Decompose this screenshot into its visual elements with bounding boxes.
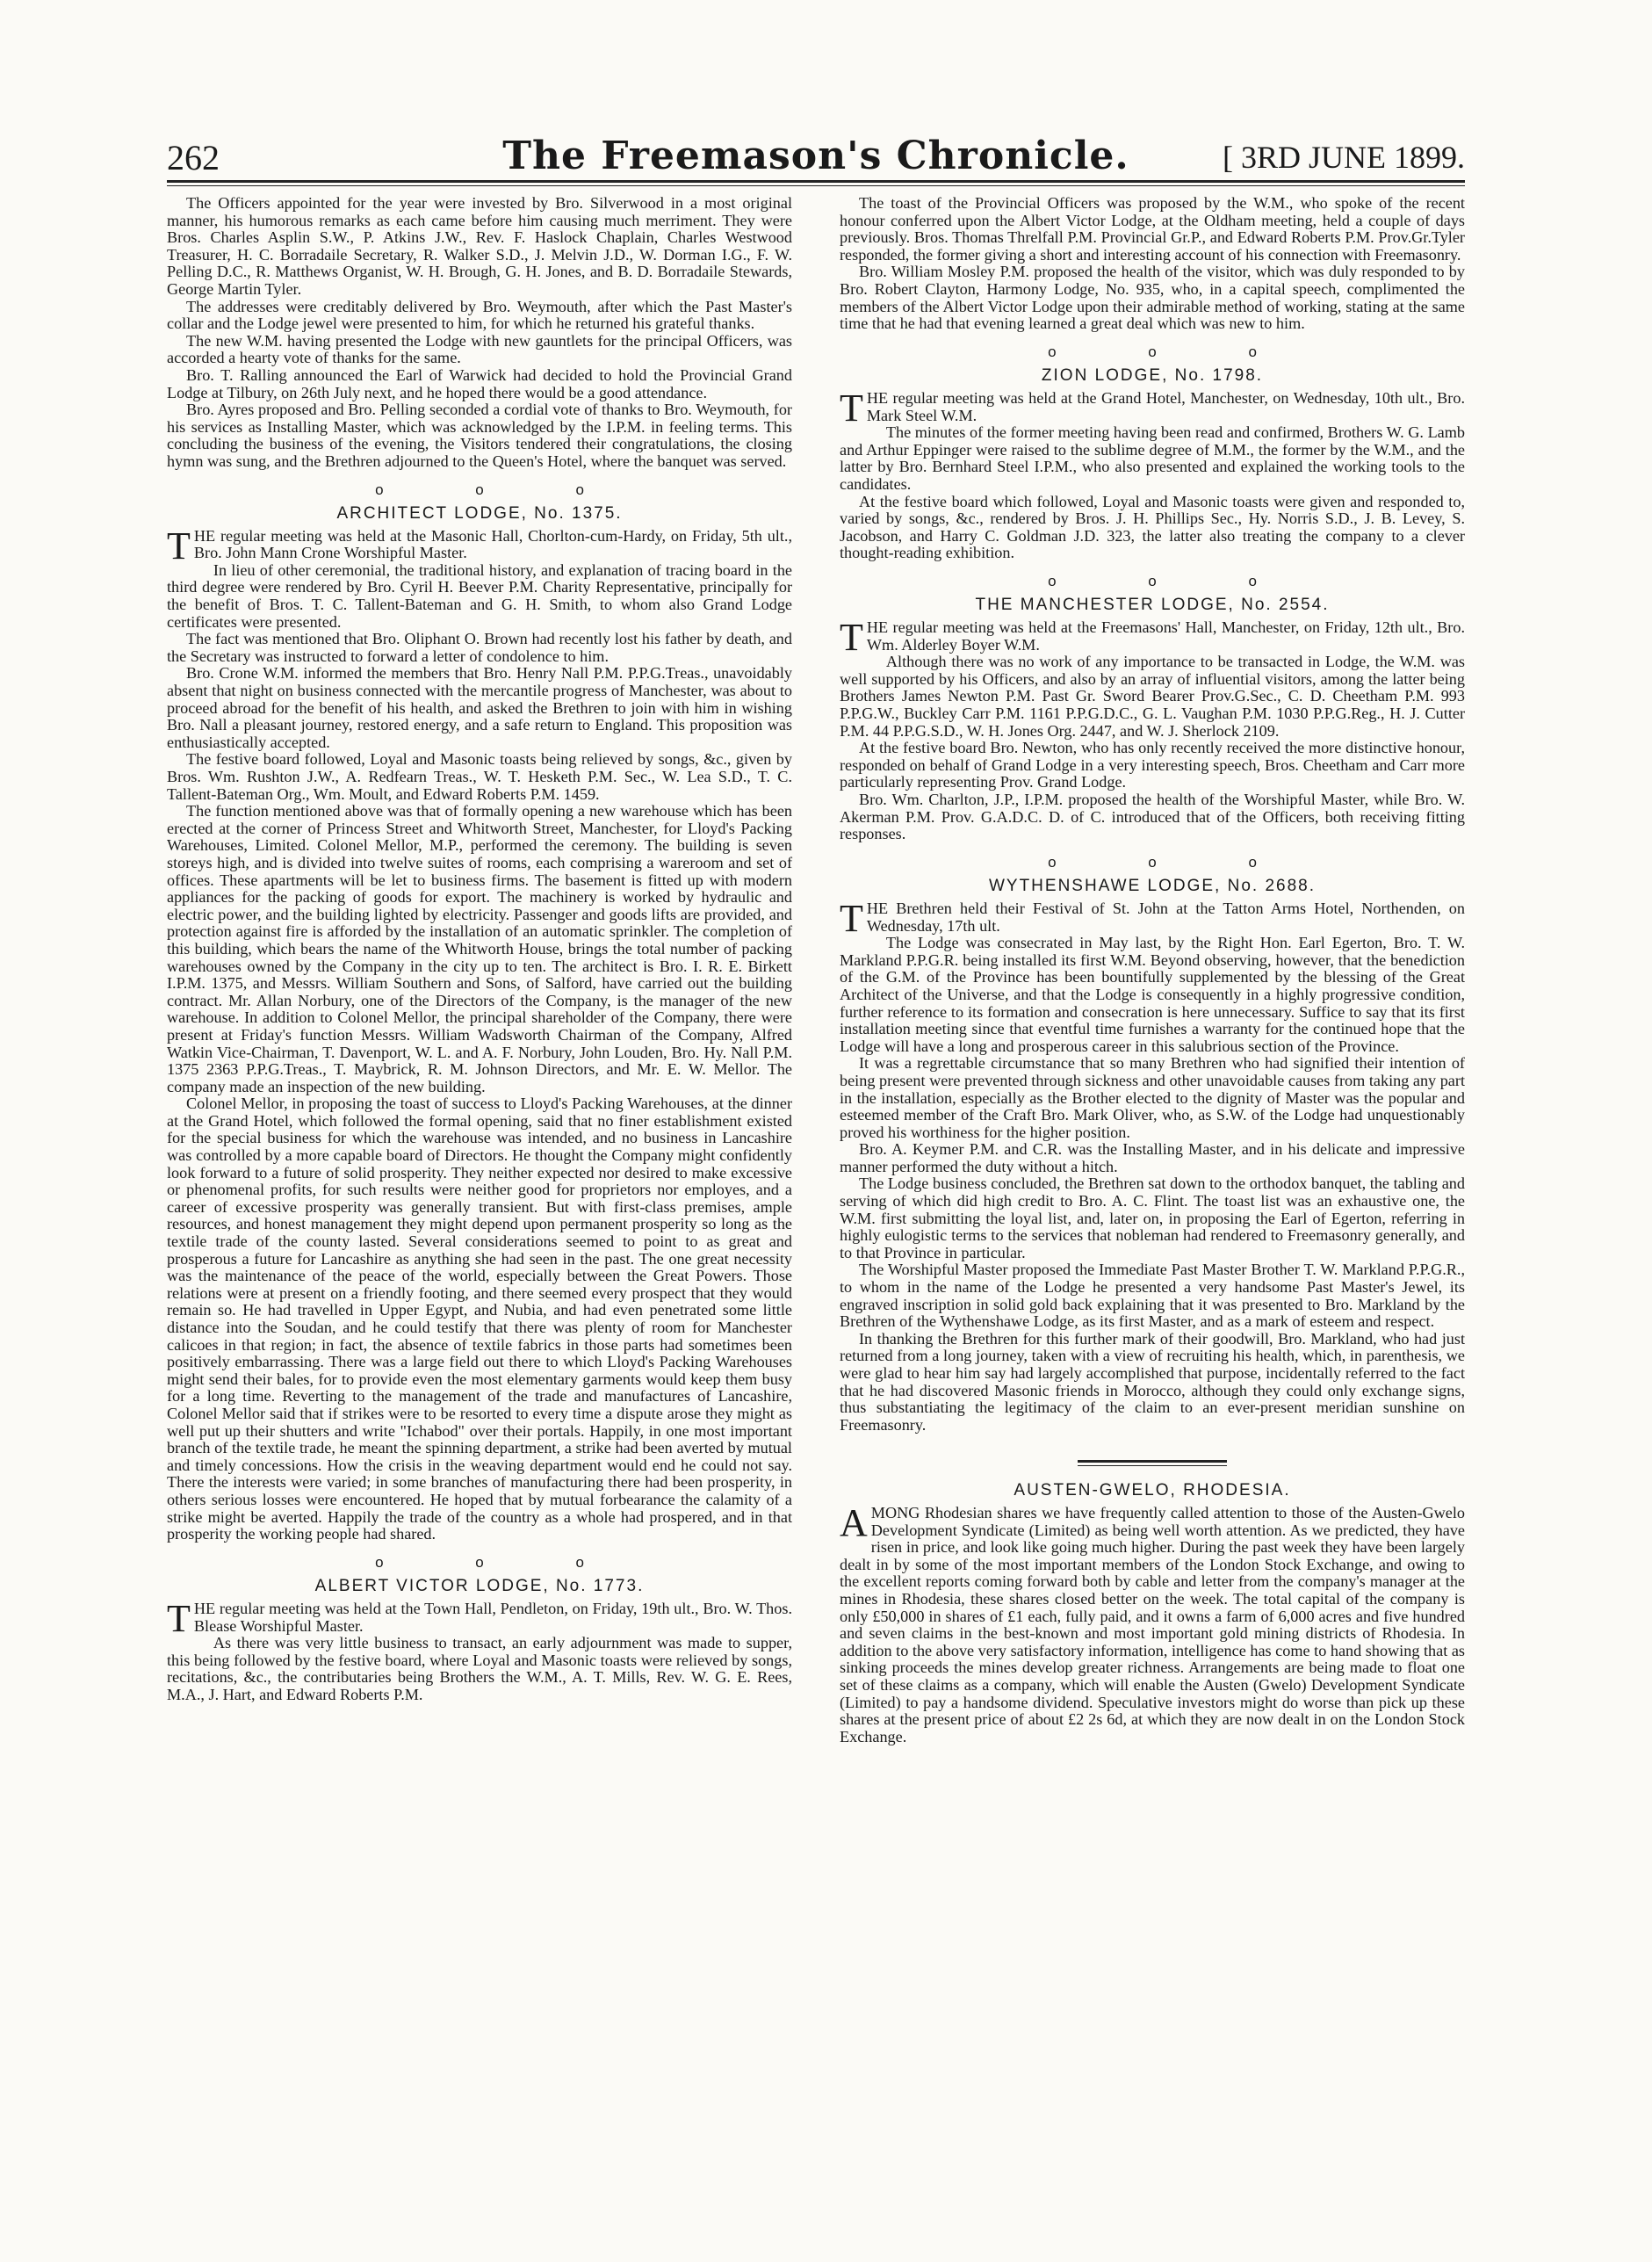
paragraph: The Worshipful Master proposed the Immediate Past Master Brother T. W. Markland P.P.G.R., to whom in the name of the Lodge he presented a very handsome Past Master's Jewel, its engraved inscription in solid gold back explaining that it was presented to Bro. Markland by the Brethren of the Wythenshawe Lodge, as its first Master, and as a mark of esteem and respect. — [840, 1261, 1465, 1331]
paragraph: The Officers appointed for the year were invested by Bro. Silverwood in a most original manner, his humorous remarks as each came before him causing much merriment. They were Bros. Charles Asplin S.W., P. Atkins J.W., Rev. F. Haslock Chaplain, Charles Westwood Treasurer, H. C. Borradaile Secretary, R. Walker S.D., J. Melvin J.D., W. Dorman I.G., F. W. Pelling D.C., R. Matthews Organist, W. H. Brough, G. H. Jones, and B. D. Borradaile Stewards, George Martin Tyler. — [167, 194, 792, 298]
paragraph: Bro. Ayres proposed and Bro. Pelling seconded a cordial vote of thanks to Bro. Weymouth, for his services as Installing Master, which was acknowledged by the I.P.M. in feeling terms. This concluding the business of the evening, the Visitors tendered their congratulations, the closing hymn was sung, and the Brethren adjourned to the Queen's Hotel, where the banquet was served. — [167, 401, 792, 470]
paragraph: The new W.M. having presented the Lodge with new gauntlets for the principal Officers, was accorded a hearty vote of thanks for the same. — [167, 331, 792, 367]
lead-paragraph: AMONG Rhodesian shares we have frequently called attention to those of the Austen-Gwelo Development Syndicate (Limited) as being well worth attention. As we predicted, they have risen in price, and look like going much higher. During the past week they have been largely dealt in by some of the most important members of the London Stock Exchange, and owing to the excellent reports coming forward both by cable and letter from the company's manager at the mines in Rhodesia, these shares closed better on the week. The total capital of the company is only £50,000 in shares of £1 each, fully paid, and it owns a farm of 6,000 acres and five hundred and seven claims in the best-known and most important gold mining districts of Rhodesia. In addition to the above very satisfactory information, intelligence has come to hand showing that as sinking proceeds the mines develop greater richness. Arrangements are being made to float one set of these claims as a company, which will enable the Austen (Gwelo) Development Syndicate (Limited) to pay a handsome dividend. Speculative investors might do worse than pick up these shares at the present price of about £2 2s 6d, at which they are now dealt in on the London Stock Exchange. — [840, 1500, 1465, 1745]
paragraph: At the festive board Bro. Newton, who has only recently received the more distinctive honour, responded on behalf of Grand Lodge in a very interesting speech, Bros. Cheetham and Carr more particularly representing Prov. Grand Lodge. — [840, 739, 1465, 791]
header-rule-thin — [167, 185, 1465, 186]
drop-cap: T — [840, 386, 863, 430]
paragraph: Bro. Wm. Charlton, J.P., I.P.M. proposed the health of the Worshipful Master, while Bro. W. Akerman P.M. Prov. G.A.D.C. D. of C. introduced that of the Officers, both receiving fitting responses. — [840, 791, 1465, 843]
lead-paragraph: THE regular meeting was held at the Town Hall, Pendleton, on Friday, 19th ult., Bro. W. Thos. Blease Worshipful Master. — [167, 1596, 792, 1640]
lead-paragraph: THE regular meeting was held at the Grand Hotel, Manchester, on Wednesday, 10th ult., Bro. Mark Steel W.M. — [840, 386, 1465, 430]
drop-cap: T — [840, 616, 863, 660]
paragraph: The function mentioned above was that of formally opening a new warehouse which has been erected at the corner of Princess Street and Whitworth Street, Manchester, for Lloyd's Packing Warehouses, Limited. Colonel Mellor, M.P., performed the ceremony. The building is seven storeys high, and is divided into twelve suites of rooms, each comprising a wareroom and set of offices. These apartments will be let to business firms. The basement is fitted up with modern appliances for the packing of goods for export. The machinery is worked by hydraulic and electric power, and the building lighted by electricity. Passenger and goods lifts are provided, and protection against fire is afforded by the installation of an automatic sprinkler. The completion of this building, which bears the name of the Whitworth House, brings the total number of packing warehouses owned by the Company in the city up to ten. The architect is Bro. I. R. E. Birkett I.P.M. 1375, and Messrs. William Southern and Sons, of Salford, have carried out the building contract. Mr. Allan Norbury, one of the Directors of the Company, is the manager of the new warehouse. In addition to Colonel Mellor, the principal shareholder of the Company, there were present at Friday's function Messrs. William Wadsworth Chairman of the Company, Alfred Watkin Vice-Chairman, T. Davenport, W. L. and A. F. Norbury, John Louden, Bro. Hy. Nall P.M. 1375 2363 P.P.G.Treas., T. Maybrick, R. M. Johnson Directors, and Mr. E. W. Mellor. The company made an inspection of the new building. — [167, 802, 792, 1095]
page-header — [167, 132, 1465, 180]
paragraph: The minutes of the former meeting having been read and confirmed, Brothers W. G. Lamb and Arthur Eppinger were raised to the sublime degree of M.M., the former by the W.M., and the latter by Bro. Bernhard Steel I.P.M., who also presented and explained the working tools to the candidates. — [840, 423, 1465, 493]
section-separator: o o o — [1048, 853, 1301, 871]
header-rule — [167, 180, 1465, 183]
paragraph: The toast of the Provincial Officers was proposed by the W.M., who spoke of the recent honour conferred upon the Albert Victor Lodge, at the Oldham meeting, held a couple of days previously. Bros. Thomas Threlfall P.M. Provincial Gr.P., and Edward Roberts P.M. Prov.Gr.Tyler responded, the former giving a short and interesting account of his connection with Freemasonry. — [840, 194, 1465, 264]
paragraph: The festive board followed, Loyal and Masonic toasts being relieved by songs, &c., given by Bros. Wm. Rushton J.W., A. Redfearn Treas., W. T. Hesketh P.M. Sec., W. Lea S.D., T. C. Tallent-Bateman Org., Wm. Moult, and Edward Roberts P.M. 1459. — [167, 750, 792, 803]
paragraph: The addresses were creditably delivered by Bro. Weymouth, after which the Past Master's collar and the Lodge jewel were presented to him, for which he returned his grateful thanks. — [167, 297, 792, 333]
publication-title: The Freemason's Chronicle. — [502, 134, 1129, 178]
left-column — [167, 195, 792, 1703]
heading-manchester-lodge: THE MANCHESTER LODGE, No. 2554. — [975, 596, 1330, 615]
paragraph: Bro. Crone W.M. informed the members that Bro. Henry Nall P.M. P.P.G.Treas., unavoidably absent that night on business connected with the mercantile progress of Manchester, was about to proceed abroad for the benefit of his health, and asked the Brethren to join with him in wishing Bro. Nall a pleasant journey, restored energy, and a safe return to England. This proposition was enthusiastically accepted. — [167, 664, 792, 751]
page-number: 262 — [167, 138, 220, 177]
section-separator: o o o — [375, 481, 628, 498]
paragraph: In thanking the Brethren for this further mark of their goodwill, Bro. Markland, who had just returned from a long journey, taken with a view of recruiting his health, which, in parenthesis, we were glad to hear him say had largely accomplished that purpose, incidentally referred to the fact that he had discovered Masonic friends in Morocco, although they could only exchange signs, thus substantiating the legitimacy of the claim to an ever-present meridian sunshine on Freemasonry. — [840, 1329, 1465, 1434]
heading-architect-lodge: ARCHITECT LODGE, No. 1375. — [336, 504, 623, 524]
paragraph: As there was very little business to transact, an early adjournment was made to supper, this being followed by the festive board, where Loyal and Masonic toasts were relieved by songs, recitations, &c., the contributaries being Brothers the W.M., A. T. Mills, Rev. W. G. E. Rees, M.A., J. Hart, and Edward Roberts P.M. — [167, 1634, 792, 1703]
section-separator: o o o — [375, 1553, 628, 1571]
paragraph: Bro. T. Ralling announced the Earl of Warwick had decided to hold the Provincial Grand Lodge at Tilbury, on 26th July next, and he hoped there would be a good attendance. — [167, 365, 792, 401]
lead-paragraph: THE regular meeting was held at the Masonic Hall, Chorlton-cum-Hardy, on Friday, 5th ult., Bro. John Mann Crone Worshipful Master. — [167, 524, 792, 567]
heading-austen-gwelo: AUSTEN-GWELO, RHODESIA. — [1014, 1481, 1291, 1500]
paragraph: Colonel Mellor, in proposing the toast of success to Lloyd's Packing Warehouses, at the dinner at the Grand Hotel, which followed the formal opening, said that no finer establishment existed for the special business for which the warehouse was intended, and no business in Lancashire was controlled by a more capable board of Directors. He thought the Company might confidently look forward to a future of solid prosperity. They neither expected nor desired to make excessive or phenomenal profits, for such results were neither good for proprietors nor employes, and a career of excessive prosperity was generally transient. But with first-class premises, ample resources, and honest management they might depend upon permanent prosperity so long as the textile trade of the county lasted. Several considerations seemed to point to as great and prosperous a future for Lancashire as anything she had seen in the past. The one great necessity was the maintenance of the peace of the world, especially between the Great Powers. Those relations were at present on a friendly footing, and there seemed every prospect that they would remain so. He had travelled in Upper Egypt, and Nubia, and had even penetrated some little distance into the Soudan, and he could testify that there was plenty of room for Manchester calicoes in that region; in fact, the absence of textile fabrics in those parts had sometimes been positively embarrassing. There was a large field out there to which Lloyd's Packing Warehouses might send their bales, for to provide even the most elementary garments would keep them busy for a long time. Reverting to the management of the trade and manufactures of Lancashire, Colonel Mellor said that if strikes were to be resorted to every time a dispute arose they might as well put up their shutters and write "Ichabod" over their portals. Happily, in one most important branch of the textile trade, he meant the spinning department, a strike had been averted by mutual and timely concessions. How the crisis in the weaving department would end he could not say. There the interests were varied; in some branches of manufacturing there had been prosperity, in others serious losses were encountered. He hoped that by mutual forbearance the calamity of a strike might be averted. Happily the trade of the country as a whole had prospered, and in that prosperity the working people had shared. — [167, 1095, 792, 1543]
issue-date: [ 3RD JUNE 1899. — [1223, 140, 1465, 175]
heading-zion-lodge: ZION LODGE, No. 1798. — [1041, 366, 1264, 386]
drop-cap: A — [840, 1500, 868, 1544]
paragraph: The fact was mentioned that Bro. Oliphant O. Brown had recently lost his father by death, and the Secretary was instructed to forward a letter of condolence to him. — [167, 630, 792, 665]
article-divider — [1078, 1460, 1227, 1466]
lead-paragraph: THE regular meeting was held at the Freemasons' Hall, Manchester, on Friday, 12th ult., Bro. Wm. Alderley Boyer W.M. — [840, 616, 1465, 660]
paragraph: Bro. William Mosley P.M. proposed the health of the visitor, which was duly responded to by Bro. Robert Clayton, Harmony Lodge, No. 935, who, in a capital speech, complimented the members of the Albert Victor Lodge upon their admirable method of working, stating at the same time that he had that evening learned a great deal which was new to him. — [840, 263, 1465, 333]
heading-wythenshawe-lodge: WYTHENSHAWE LODGE, No. 2688. — [988, 877, 1317, 896]
drop-cap: T — [167, 1596, 191, 1640]
paragraph: Bro. A. Keymer P.M. and C.R. was the Installing Master, and in his delicate and impressive manner performed the duty without a hitch. — [840, 1140, 1465, 1175]
lead-paragraph: THE Brethren held their Festival of St. John at the Tatton Arms Hotel, Northenden, on Wednesday, 17th ult. — [840, 896, 1465, 940]
paragraph: At the festive board which followed, Loyal and Masonic toasts were given and responded to, varied by songs, &c., rendered by Bros. J. H. Phillips Sec., Hy. Norris S.D., J. B. Levey, S. Jacobson, and Harry C. Goldman J.D. 323, the latter also treating the company to a clever thought-reading exhibition. — [840, 492, 1465, 562]
paragraph: In lieu of other ceremonial, the traditional history, and explanation of tracing board in the third degree were rendered by Bro. Cyril H. Beever P.M. Charity Representative, principally for the benefit of Bros. T. C. Tallent-Bateman and G. H. Smith, to whom also Grand Lodge certificates were presented. — [167, 560, 792, 631]
heading-albert-victor-lodge: ALBERT VICTOR LODGE, No. 1773. — [314, 1577, 645, 1596]
section-separator: o o o — [1048, 343, 1301, 360]
drop-cap: T — [840, 896, 863, 940]
paragraph: The Lodge business concluded, the Brethren sat down to the orthodox banquet, the tabling and serving of which did high credit to Bro. A. C. Flint. The toast list was an exhaustive one, the W.M. first submitting the loyal list, and, later on, in proposing the Earl of Egerton, referring in highly eulogistic terms to the services that nobleman had rendered to Freemasonry generally, and to that Province in particular. — [840, 1174, 1465, 1261]
paragraph: The Lodge was consecrated in May last, by the Right Hon. Earl Egerton, Bro. T. W. Markland P.P.G.R. being installed its first W.M. Beyond observing, however, that the benediction of the G.M. of the Province has been bountifully supplemented by the blessing of the Great Architect of the Universe, and that the Lodge is consequently in a highly progressive condition, further reference to its formation and consecration is here unnecessary. Suffice to say that its first installation meeting since that eventful time furnishes a warranty for the continued hope that the Lodge will have a long and prosperous career in this salubrious section of the Province. — [840, 934, 1465, 1055]
drop-cap: T — [167, 524, 191, 567]
paragraph: It was a regrettable circumstance that so many Brethren who had signified their intention of being present were prevented through sickness and other unavoidable causes from taking any part in the installation, especially as the Brother elected to the dignity of Master was the popular and esteemed member of the Craft Bro. Mark Oliver, who, as S.W. of the Lodge had unquestionably proved his worthiness for the higher position. — [840, 1054, 1465, 1141]
right-column — [840, 195, 1465, 1745]
section-separator: o o o — [1048, 572, 1301, 589]
paragraph: Although there was no work of any importance to be transacted in Lodge, the W.M. was well supported by his Officers, and also by an array of influential visitors, among the latter being Brothers James Newton P.M. Past Gr. Sword Bearer Prov.G.Sec., C. D. Cheetham P.M. 993 P.P.G.W., Buckley Carr P.M. 1161 P.P.G.D.C., G. L. Vaughan P.M. 1030 P.P.G.Reg., H. J. Cutter P.M. 44 P.P.G.S.D., W. H. Jones Org. 2447, and W. J. Sherlock 2109. — [840, 653, 1465, 740]
